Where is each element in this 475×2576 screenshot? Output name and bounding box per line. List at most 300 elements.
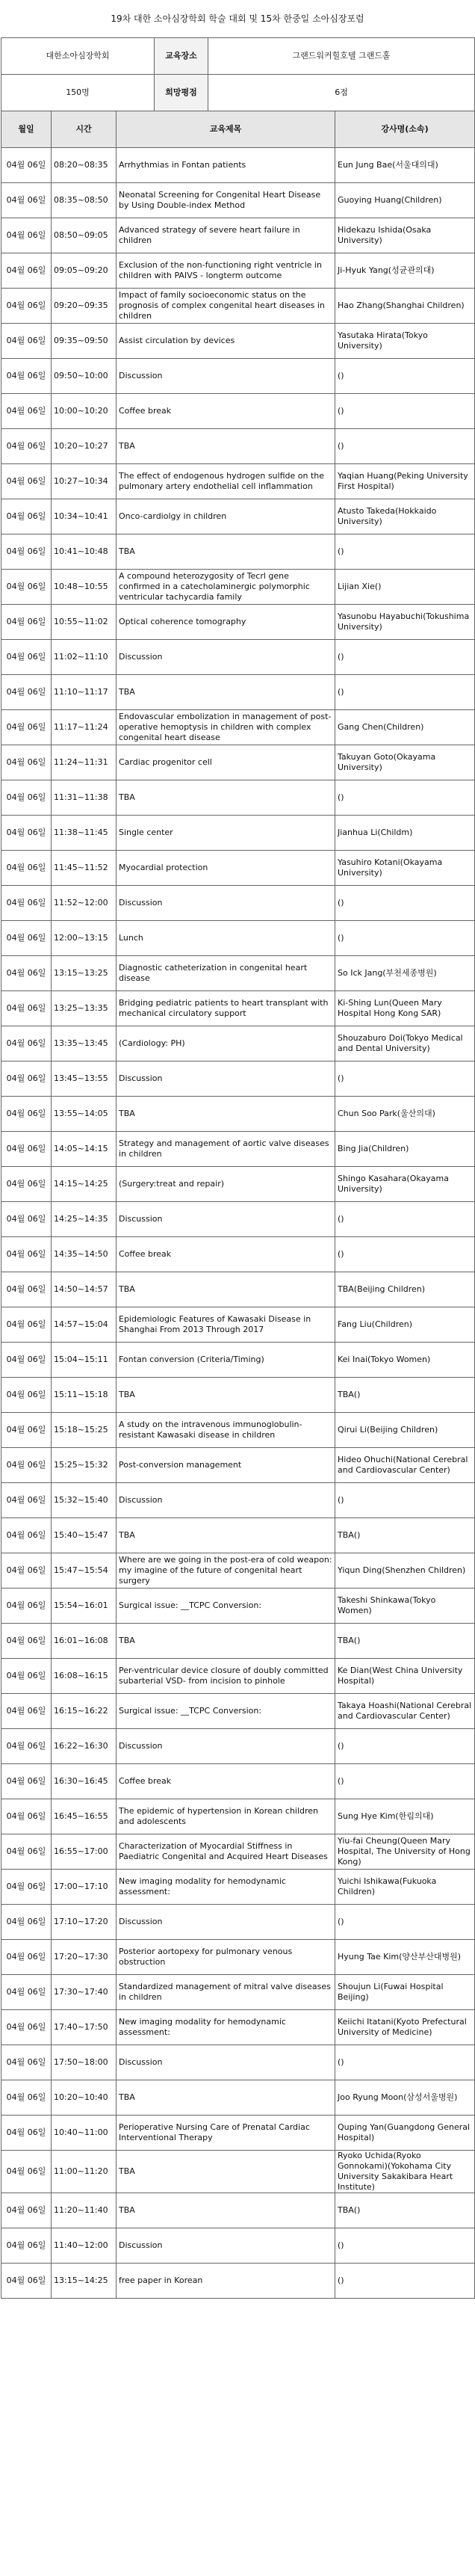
date-cell: 04월 06일: [1, 605, 52, 640]
table-row: [1, 534, 475, 570]
date-cell: 04월 06일: [1, 1132, 52, 1167]
speaker-cell: (): [335, 429, 475, 464]
subject-cell: TBA: [117, 2080, 335, 2116]
time-cell: 14:50~14:57: [52, 1272, 117, 1307]
table-row: [1, 1764, 475, 1799]
date-cell: 04월 06일: [1, 2080, 52, 2116]
table-row: [1, 1237, 475, 1272]
date-cell: 04월 06일: [1, 1659, 52, 1694]
speaker-cell: Hyung Tae Kim(양산부산대병원): [335, 1940, 475, 1975]
date-cell: 04월 06일: [1, 2151, 52, 2193]
date-cell: 04월 06일: [1, 1905, 52, 1940]
speaker-cell: Yasuhiro Kotani(Okayama University): [335, 851, 475, 886]
table-row: [1, 324, 475, 359]
table-row: [1, 991, 475, 1026]
header-time: 시간: [52, 111, 117, 148]
subject-cell: TBA: [117, 2151, 335, 2193]
date-cell: 04월 06일: [1, 1202, 52, 1237]
table-row: [1, 1167, 475, 1202]
subject-cell: Coffee break: [117, 1237, 335, 1272]
info-row-credits: [1, 75, 475, 111]
table-row: [1, 780, 475, 816]
date-cell: 04월 06일: [1, 1870, 52, 1905]
speaker-cell: Jianhua Li(Childm): [335, 816, 475, 851]
speaker-cell: (): [335, 1729, 475, 1764]
time-cell: 17:50~18:00: [52, 2045, 117, 2080]
time-cell: 16:45~16:55: [52, 1799, 117, 1834]
date-cell: 04월 06일: [1, 2116, 52, 2151]
subject-cell: Exclusion of the non-functioning right ventricle in children with PAIVS - longterm outcome: [117, 253, 335, 289]
subject-cell: Diagnostic catheterization in congenital heart disease: [117, 956, 335, 991]
subject-cell: Discussion: [117, 1202, 335, 1237]
subject-cell: Post-conversion management: [117, 1448, 335, 1483]
subject-cell: TBA: [117, 2193, 335, 2228]
time-cell: 14:05~14:15: [52, 1132, 117, 1167]
subject-cell: Discussion: [117, 1061, 335, 1097]
table-row: [1, 2080, 475, 2116]
table-row: [1, 675, 475, 710]
subject-cell: Discussion: [117, 1483, 335, 1518]
speaker-cell: Keiichi Itatani(Kyoto Prefectural University of Medicine): [335, 2010, 475, 2045]
time-cell: 09:35~09:50: [52, 324, 117, 359]
table-row: [1, 464, 475, 499]
venue-label: 교육장소: [155, 38, 208, 75]
date-cell: 04월 06일: [1, 1589, 52, 1624]
table-row: [1, 1799, 475, 1834]
speaker-cell: Fang Liu(Children): [335, 1307, 475, 1343]
subject-cell: New imaging modality for hemodynamic assessment:: [117, 2010, 335, 2045]
time-cell: 10:48~10:55: [52, 570, 117, 605]
date-cell: 04월 06일: [1, 324, 52, 359]
credits-cell: 6점: [208, 75, 475, 111]
time-cell: 08:35~08:50: [52, 183, 117, 218]
subject-cell: A compound heterozygosity of Tecrl gene confirmed in a catecholaminergic polymorphic ventricular tachycardia family: [117, 570, 335, 605]
subject-cell: (Cardiology: PH): [117, 1026, 335, 1061]
table-row: [1, 1483, 475, 1518]
time-cell: 09:50~10:00: [52, 359, 117, 394]
time-cell: 15:32~15:40: [52, 1483, 117, 1518]
subject-cell: Coffee break: [117, 1764, 335, 1799]
table-row: [1, 1589, 475, 1624]
speaker-cell: So Ick Jang(부천세종병원): [335, 956, 475, 991]
time-cell: 10:00~10:20: [52, 394, 117, 429]
time-cell: 09:20~09:35: [52, 289, 117, 324]
time-cell: 14:15~14:25: [52, 1167, 117, 1202]
table-row: [1, 605, 475, 640]
speaker-cell: Eun Jung Bae(서울대의대): [335, 148, 475, 183]
subject-cell: Discussion: [117, 886, 335, 921]
time-cell: 17:10~17:20: [52, 1905, 117, 1940]
date-cell: 04월 06일: [1, 745, 52, 780]
table-row: [1, 1413, 475, 1448]
date-cell: 04월 06일: [1, 394, 52, 429]
table-row: [1, 1870, 475, 1905]
speaker-cell: (): [335, 2264, 475, 2299]
page-title: 19차 대한 소아심장학회 학술 대회 및 15차 한중일 소아심장포럼: [111, 13, 364, 24]
speaker-cell: Yaqian Huang(Peking University First Hospital): [335, 464, 475, 499]
date-cell: 04월 06일: [1, 816, 52, 851]
time-cell: 11:31~11:38: [52, 780, 117, 816]
table-row: [1, 1940, 475, 1975]
date-cell: 04월 06일: [1, 183, 52, 218]
table-row: [1, 2116, 475, 2151]
time-cell: 11:24~11:31: [52, 745, 117, 780]
table-row: [1, 1905, 475, 1940]
table-row: [1, 1097, 475, 1132]
time-cell: 11:17~11:24: [52, 710, 117, 745]
table-row: [1, 745, 475, 780]
time-cell: 11:02~11:10: [52, 640, 117, 675]
table-row: [1, 2151, 475, 2193]
date-cell: 04월 06일: [1, 1975, 52, 2010]
schedule-body: [1, 148, 475, 2299]
venue-cell: 그랜드워커힐호텔 그랜드홀: [208, 38, 475, 75]
date-cell: 04월 06일: [1, 570, 52, 605]
date-cell: 04월 06일: [1, 710, 52, 745]
date-cell: 04월 06일: [1, 2193, 52, 2228]
time-cell: 13:25~13:35: [52, 991, 117, 1026]
subject-cell: Strategy and management of aortic valve diseases in children: [117, 1132, 335, 1167]
table-row: [1, 570, 475, 605]
time-cell: 16:55~17:00: [52, 1834, 117, 1870]
speaker-cell: TBA(): [335, 1624, 475, 1659]
time-cell: 11:40~12:00: [52, 2228, 117, 2264]
time-cell: 11:00~11:20: [52, 2151, 117, 2193]
date-cell: 04월 06일: [1, 1097, 52, 1132]
time-cell: 15:54~16:01: [52, 1589, 117, 1624]
time-cell: 09:05~09:20: [52, 253, 117, 289]
subject-cell: Endovascular embolization in management of post-operative hemoptysis in children with complex congenital heart disease: [117, 710, 335, 745]
date-cell: 04월 06일: [1, 359, 52, 394]
date-cell: 04월 06일: [1, 780, 52, 816]
date-cell: 04월 06일: [1, 1518, 52, 1553]
date-cell: 04월 06일: [1, 1272, 52, 1307]
time-cell: 15:04~15:11: [52, 1343, 117, 1378]
date-cell: 04월 06일: [1, 289, 52, 324]
date-cell: 04월 06일: [1, 218, 52, 253]
speaker-cell: (): [335, 1483, 475, 1518]
date-cell: 04월 06일: [1, 534, 52, 570]
date-cell: 04월 06일: [1, 1167, 52, 1202]
organizer-cell: 대한소아심장학회: [1, 38, 155, 75]
subject-cell: Impact of family socioeconomic status on the prognosis of complex congenital heart diseases in children: [117, 289, 335, 324]
info-row-venue: [1, 38, 475, 75]
date-cell: 04월 06일: [1, 1483, 52, 1518]
speaker-cell: Takeshi Shinkawa(Tokyo Women): [335, 1589, 475, 1624]
time-cell: 11:38~11:45: [52, 816, 117, 851]
date-cell: 04월 06일: [1, 1307, 52, 1343]
speaker-cell: (): [335, 780, 475, 816]
time-cell: 15:47~15:54: [52, 1553, 117, 1589]
subject-cell: TBA: [117, 1518, 335, 1553]
speaker-cell: Shouzaburo Doi(Tokyo Medical and Dental University): [335, 1026, 475, 1061]
date-cell: 04월 06일: [1, 1940, 52, 1975]
speaker-cell: Hao Zhang(Shanghai Children): [335, 289, 475, 324]
date-cell: 04월 06일: [1, 956, 52, 991]
table-row: [1, 1132, 475, 1167]
subject-cell: Discussion: [117, 640, 335, 675]
table-row: [1, 1729, 475, 1764]
speaker-cell: Shoujun Li(Fuwai Hospital Beijing): [335, 1975, 475, 2010]
date-cell: 04월 06일: [1, 1553, 52, 1589]
table-row: [1, 253, 475, 289]
table-row: [1, 1378, 475, 1413]
subject-cell: TBA: [117, 1624, 335, 1659]
date-cell: 04월 06일: [1, 1413, 52, 1448]
speaker-cell: (): [335, 886, 475, 921]
speaker-cell: (): [335, 1237, 475, 1272]
subject-cell: Discussion: [117, 359, 335, 394]
speaker-cell: Joo Ryung Moon(삼성서울병원): [335, 2080, 475, 2116]
speaker-cell: (): [335, 921, 475, 956]
date-cell: 04월 06일: [1, 2010, 52, 2045]
info-table: [1, 37, 475, 111]
time-cell: 16:01~16:08: [52, 1624, 117, 1659]
speaker-cell: TBA(): [335, 1518, 475, 1553]
table-row: [1, 1518, 475, 1553]
speaker-cell: Ki-Shing Lun(Queen Mary Hospital Hong Kong SAR): [335, 991, 475, 1026]
subject-cell: Cardiac progenitor cell: [117, 745, 335, 780]
time-cell: 10:20~10:27: [52, 429, 117, 464]
speaker-cell: Lijian Xie(): [335, 570, 475, 605]
subject-cell: Arrhythmias in Fontan patients: [117, 148, 335, 183]
table-row: [1, 851, 475, 886]
schedule-header-row: [1, 111, 475, 148]
date-cell: 04월 06일: [1, 2264, 52, 2299]
date-cell: 04월 06일: [1, 1378, 52, 1413]
time-cell: 16:08~16:15: [52, 1659, 117, 1694]
table-row: [1, 1272, 475, 1307]
subject-cell: The effect of endogenous hydrogen sulfide on the pulmonary artery endothelial cell inflammation: [117, 464, 335, 499]
subject-cell: New imaging modality for hemodynamic assessment:: [117, 1870, 335, 1905]
subject-cell: Bridging pediatric patients to heart transplant with mechanical circulatory support: [117, 991, 335, 1026]
speaker-cell: (): [335, 534, 475, 570]
table-row: [1, 2193, 475, 2228]
time-cell: 08:20~08:35: [52, 148, 117, 183]
time-cell: 15:40~15:47: [52, 1518, 117, 1553]
date-cell: 04월 06일: [1, 1448, 52, 1483]
speaker-cell: Yasunobu Hayabuchi(Tokushima University): [335, 605, 475, 640]
subject-cell: Advanced strategy of severe heart failure in children: [117, 218, 335, 253]
table-row: [1, 1834, 475, 1870]
time-cell: 10:20~10:40: [52, 2080, 117, 2116]
time-cell: 10:55~11:02: [52, 605, 117, 640]
table-row: [1, 1659, 475, 1694]
subject-cell: Surgical issue: __TCPC Conversion:: [117, 1694, 335, 1729]
subject-cell: Discussion: [117, 1729, 335, 1764]
speaker-cell: Ryoko Uchida(Ryoko Gonnokami)(Yokohama City University Sakakibara Heart Institute): [335, 2151, 475, 2193]
date-cell: 04월 06일: [1, 499, 52, 534]
speaker-cell: (): [335, 675, 475, 710]
time-cell: 16:15~16:22: [52, 1694, 117, 1729]
subject-cell: Fontan conversion (Criteria/Timing): [117, 1343, 335, 1378]
speaker-cell: Kei Inai(Tokyo Women): [335, 1343, 475, 1378]
date-cell: 04월 06일: [1, 1026, 52, 1061]
speaker-cell: TBA(Beijing Children): [335, 1272, 475, 1307]
table-row: [1, 2010, 475, 2045]
time-cell: 13:45~13:55: [52, 1061, 117, 1097]
subject-cell: Perioperative Nursing Care of Prenatal Cardiac Interventional Therapy: [117, 2116, 335, 2151]
speaker-cell: Yiqun Ding(Shenzhen Children): [335, 1553, 475, 1589]
table-row: [1, 1553, 475, 1589]
date-cell: 04월 06일: [1, 1343, 52, 1378]
subject-cell: Surgical issue: __TCPC Conversion:: [117, 1589, 335, 1624]
time-cell: 13:55~14:05: [52, 1097, 117, 1132]
time-cell: 10:27~10:34: [52, 464, 117, 499]
date-cell: 04월 06일: [1, 886, 52, 921]
speaker-cell: Yiu-fai Cheung(Queen Mary Hospital, The University of Hong Kong): [335, 1834, 475, 1870]
table-row: [1, 218, 475, 253]
time-cell: 14:35~14:50: [52, 1237, 117, 1272]
speaker-cell: Guoying Huang(Children): [335, 183, 475, 218]
attendees-cell: 150명: [1, 75, 155, 111]
subject-cell: Onco-cardiolgy in children: [117, 499, 335, 534]
subject-cell: Single center: [117, 816, 335, 851]
time-cell: 10:41~10:48: [52, 534, 117, 570]
time-cell: 15:25~15:32: [52, 1448, 117, 1483]
table-row: [1, 1694, 475, 1729]
date-cell: 04월 06일: [1, 1799, 52, 1834]
speaker-cell: TBA(): [335, 1378, 475, 1413]
table-row: [1, 1061, 475, 1097]
subject-cell: TBA: [117, 1272, 335, 1307]
time-cell: 17:30~17:40: [52, 1975, 117, 2010]
subject-cell: Myocardial protection: [117, 851, 335, 886]
subject-cell: Assist circulation by devices: [117, 324, 335, 359]
date-cell: 04월 06일: [1, 640, 52, 675]
date-cell: 04월 06일: [1, 675, 52, 710]
subject-cell: Characterization of Myocardial Stiffness in Paediatric Congenital and Acquired Heart Diseases: [117, 1834, 335, 1870]
subject-cell: A study on the intravenous immunoglobulin-resistant Kawasaki disease in children: [117, 1413, 335, 1448]
subject-cell: TBA: [117, 429, 335, 464]
header-subject: 교육제목: [117, 111, 335, 148]
date-cell: 04월 06일: [1, 921, 52, 956]
speaker-cell: Yasutaka Hirata(Tokyo University): [335, 324, 475, 359]
speaker-cell: Takuyan Goto(Okayama University): [335, 745, 475, 780]
subject-cell: The epidemic of hypertension in Korean children and adolescents: [117, 1799, 335, 1834]
table-row: [1, 429, 475, 464]
subject-cell: TBA: [117, 534, 335, 570]
table-row: [1, 710, 475, 745]
speaker-cell: Chun Soo Park(울산의대): [335, 1097, 475, 1132]
date-cell: 04월 06일: [1, 1061, 52, 1097]
table-row: [1, 359, 475, 394]
subject-cell: Lunch: [117, 921, 335, 956]
table-row: [1, 1202, 475, 1237]
time-cell: 11:52~12:00: [52, 886, 117, 921]
speaker-cell: Ji-Hyuk Yang(성균관의대): [335, 253, 475, 289]
date-cell: 04월 06일: [1, 1729, 52, 1764]
schedule-table: [1, 111, 475, 2299]
date-cell: 04월 06일: [1, 2045, 52, 2080]
speaker-cell: Hidekazu Ishida(Osaka University): [335, 218, 475, 253]
subject-cell: Where are we going in the post-era of cold weapon: my imagine of the future of congenital heart surgery: [117, 1553, 335, 1589]
date-cell: 04월 06일: [1, 1764, 52, 1799]
time-cell: 11:10~11:17: [52, 675, 117, 710]
time-cell: 17:20~17:30: [52, 1940, 117, 1975]
table-row: [1, 640, 475, 675]
subject-cell: (Surgery:treat and repair): [117, 1167, 335, 1202]
subject-cell: Optical coherence tomography: [117, 605, 335, 640]
time-cell: 13:15~14:25: [52, 2264, 117, 2299]
time-cell: 14:25~14:35: [52, 1202, 117, 1237]
speaker-cell: Yuichi Ishikawa(Fukuoka Children): [335, 1870, 475, 1905]
subject-cell: TBA: [117, 1378, 335, 1413]
time-cell: 08:50~09:05: [52, 218, 117, 253]
speaker-cell: Ke Dian(West China University Hospital): [335, 1659, 475, 1694]
table-row: [1, 499, 475, 534]
date-cell: 04월 06일: [1, 464, 52, 499]
table-row: [1, 886, 475, 921]
time-cell: 17:00~17:10: [52, 1870, 117, 1905]
table-row: [1, 1026, 475, 1061]
table-row: [1, 816, 475, 851]
speaker-cell: Qirui Li(Beijing Children): [335, 1413, 475, 1448]
speaker-cell: (): [335, 2045, 475, 2080]
time-cell: 10:34~10:41: [52, 499, 117, 534]
time-cell: 14:57~15:04: [52, 1307, 117, 1343]
header-speaker: 강사명(소속): [335, 111, 475, 148]
table-row: [1, 921, 475, 956]
speaker-cell: Shingo Kasahara(Okayama University): [335, 1167, 475, 1202]
speaker-cell: (): [335, 2228, 475, 2264]
subject-cell: Standardized management of mitral valve diseases in children: [117, 1975, 335, 2010]
speaker-cell: (): [335, 1764, 475, 1799]
time-cell: 12:00~13:15: [52, 921, 117, 956]
time-cell: 15:11~15:18: [52, 1378, 117, 1413]
speaker-cell: Hideo Ohuchi(National Cerebral and Cardiovascular Center): [335, 1448, 475, 1483]
date-cell: 04월 06일: [1, 1624, 52, 1659]
date-cell: 04월 06일: [1, 1834, 52, 1870]
date-cell: 04월 06일: [1, 991, 52, 1026]
table-row: [1, 1975, 475, 2010]
subject-cell: Coffee break: [117, 394, 335, 429]
speaker-cell: Takaya Hoashi(National Cerebral and Cardiovascular Center): [335, 1694, 475, 1729]
subject-cell: Per-ventricular device closure of doubly committed subarterial VSD- from incision to pinhole: [117, 1659, 335, 1694]
table-row: [1, 183, 475, 218]
time-cell: 11:20~11:40: [52, 2193, 117, 2228]
speaker-cell: (): [335, 1061, 475, 1097]
time-cell: 17:40~17:50: [52, 2010, 117, 2045]
table-row: [1, 289, 475, 324]
subject-cell: Discussion: [117, 2228, 335, 2264]
speaker-cell: Sung Hye Kim(한림의대): [335, 1799, 475, 1834]
date-cell: 04월 06일: [1, 2228, 52, 2264]
subject-cell: Discussion: [117, 1905, 335, 1940]
date-cell: 04월 06일: [1, 253, 52, 289]
date-cell: 04월 06일: [1, 851, 52, 886]
table-row: [1, 2228, 475, 2264]
time-cell: 16:30~16:45: [52, 1764, 117, 1799]
speaker-cell: Atusto Takeda(Hokkaido University): [335, 499, 475, 534]
speaker-cell: (): [335, 394, 475, 429]
table-row: [1, 1307, 475, 1343]
table-row: [1, 1624, 475, 1659]
date-cell: 04월 06일: [1, 429, 52, 464]
time-cell: 16:22~16:30: [52, 1729, 117, 1764]
speaker-cell: (): [335, 640, 475, 675]
subject-cell: Discussion: [117, 2045, 335, 2080]
date-cell: 04월 06일: [1, 148, 52, 183]
table-row: [1, 394, 475, 429]
subject-cell: TBA: [117, 1097, 335, 1132]
table-row: [1, 2045, 475, 2080]
header-date: 월일: [1, 111, 52, 148]
subject-cell: TBA: [117, 780, 335, 816]
speaker-cell: (): [335, 1905, 475, 1940]
table-row: [1, 2264, 475, 2299]
time-cell: 15:18~15:25: [52, 1413, 117, 1448]
